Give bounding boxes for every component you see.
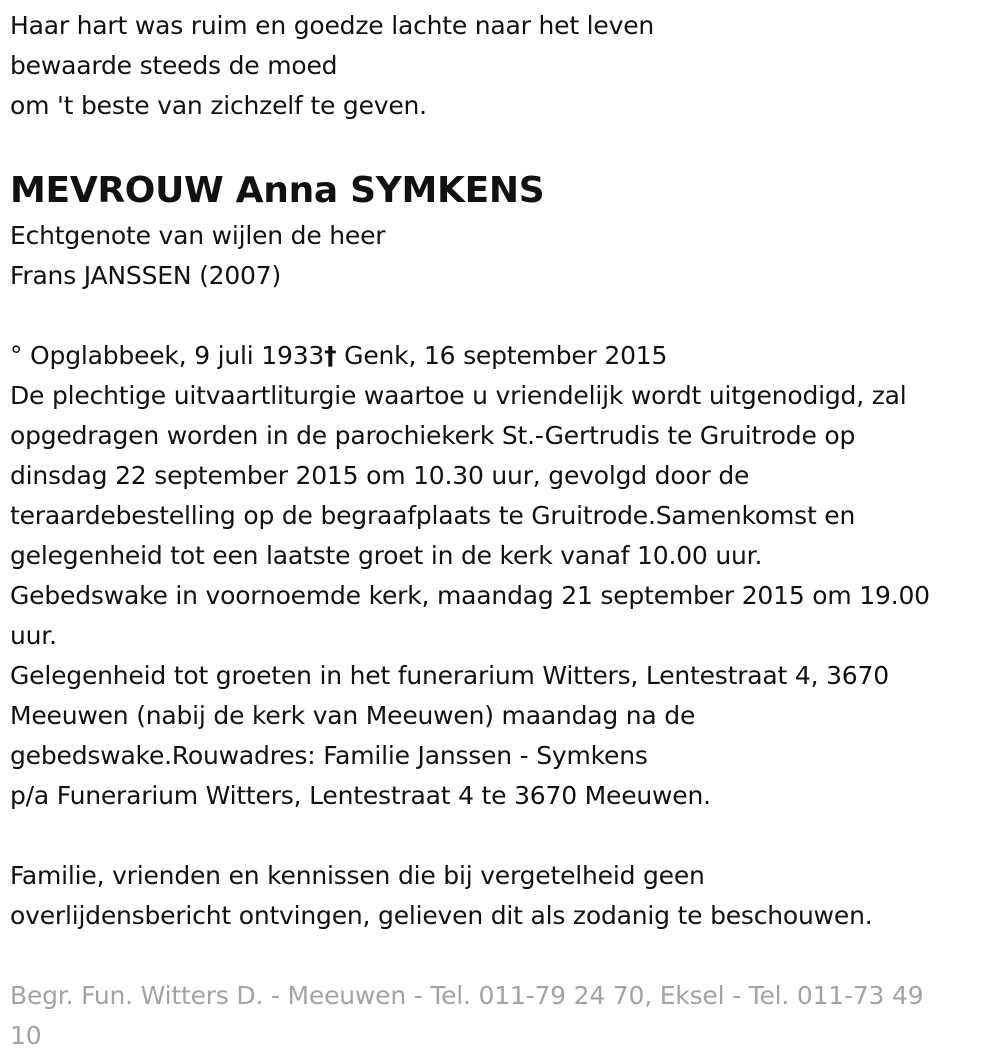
- footer-line: Begr. Fun. Witters D. - Meeuwen - Tel. 011-79 24 70, Eksel - Tel. 011-73 49: [10, 981, 924, 1010]
- details-line: gebedswake.Rouwadres: Familie Janssen - Symkens: [10, 741, 648, 770]
- footer-line: 10: [10, 1021, 42, 1050]
- details-line: dinsdag 22 september 2015 om 10.30 uur, gevolgd door de: [10, 461, 750, 490]
- spouse-info: [10, 216, 990, 296]
- spouse-line: Frans JANSSEN (2007): [10, 261, 282, 290]
- details-line: uur.: [10, 621, 57, 650]
- notice-line: overlijdensbericht ontvingen, gelieven dit als zodanig te beschouwen.: [10, 901, 873, 930]
- spouse-line: Echtgenote van wijlen de heer: [10, 221, 386, 250]
- spacer: [10, 296, 990, 336]
- poem: [10, 6, 990, 126]
- details-line: Meeuwen (nabij de kerk van Meeuwen) maandag na de: [10, 701, 696, 730]
- poem-line: bewaarde steeds de moed: [10, 51, 338, 80]
- details-line: teraardebestelling op de begraafplaats te Gruitrode.Samenkomst en: [10, 501, 856, 530]
- funeral-details: [10, 376, 990, 816]
- details-line: Gelegenheid tot groeten in het funerarium Witters, Lentestraat 4, 3670: [10, 661, 889, 690]
- death-date: Genk, 16 september 2015: [336, 341, 668, 370]
- notice: [10, 856, 990, 936]
- spacer: [10, 816, 990, 856]
- details-line: Gebedswake in voornoemde kerk, maandag 21 september 2015 om 19.00: [10, 581, 930, 610]
- deceased-name: MEVROUW Anna SYMKENS: [10, 170, 545, 211]
- details-line: p/a Funerarium Witters, Lentestraat 4 te 3670 Meeuwen.: [10, 781, 711, 810]
- details-line: opgedragen worden in de parochiekerk St.-Gertrudis te Gruitrode op: [10, 421, 856, 450]
- dates-line: [10, 336, 990, 376]
- spacer: [10, 126, 990, 164]
- details-line: gelegenheid tot een laatste groet in de kerk vanaf 10.00 uur.: [10, 541, 763, 570]
- details-line: De plechtige uitvaartliturgie waartoe u vriendelijk wordt uitgenodigd, zal: [10, 381, 907, 410]
- cross-icon: †: [324, 341, 337, 370]
- poem-line: om 't beste van zichzelf te geven.: [10, 91, 427, 120]
- birth-date: ° Opglabbeek, 9 juli 1933: [10, 341, 325, 370]
- notice-line: Familie, vrienden en kennissen die bij vergetelheid geen: [10, 861, 705, 890]
- poem-line: Haar hart was ruim en goedze lachte naar het leven: [10, 11, 655, 40]
- spacer: [10, 936, 990, 976]
- funeral-home-footer: [10, 976, 990, 1056]
